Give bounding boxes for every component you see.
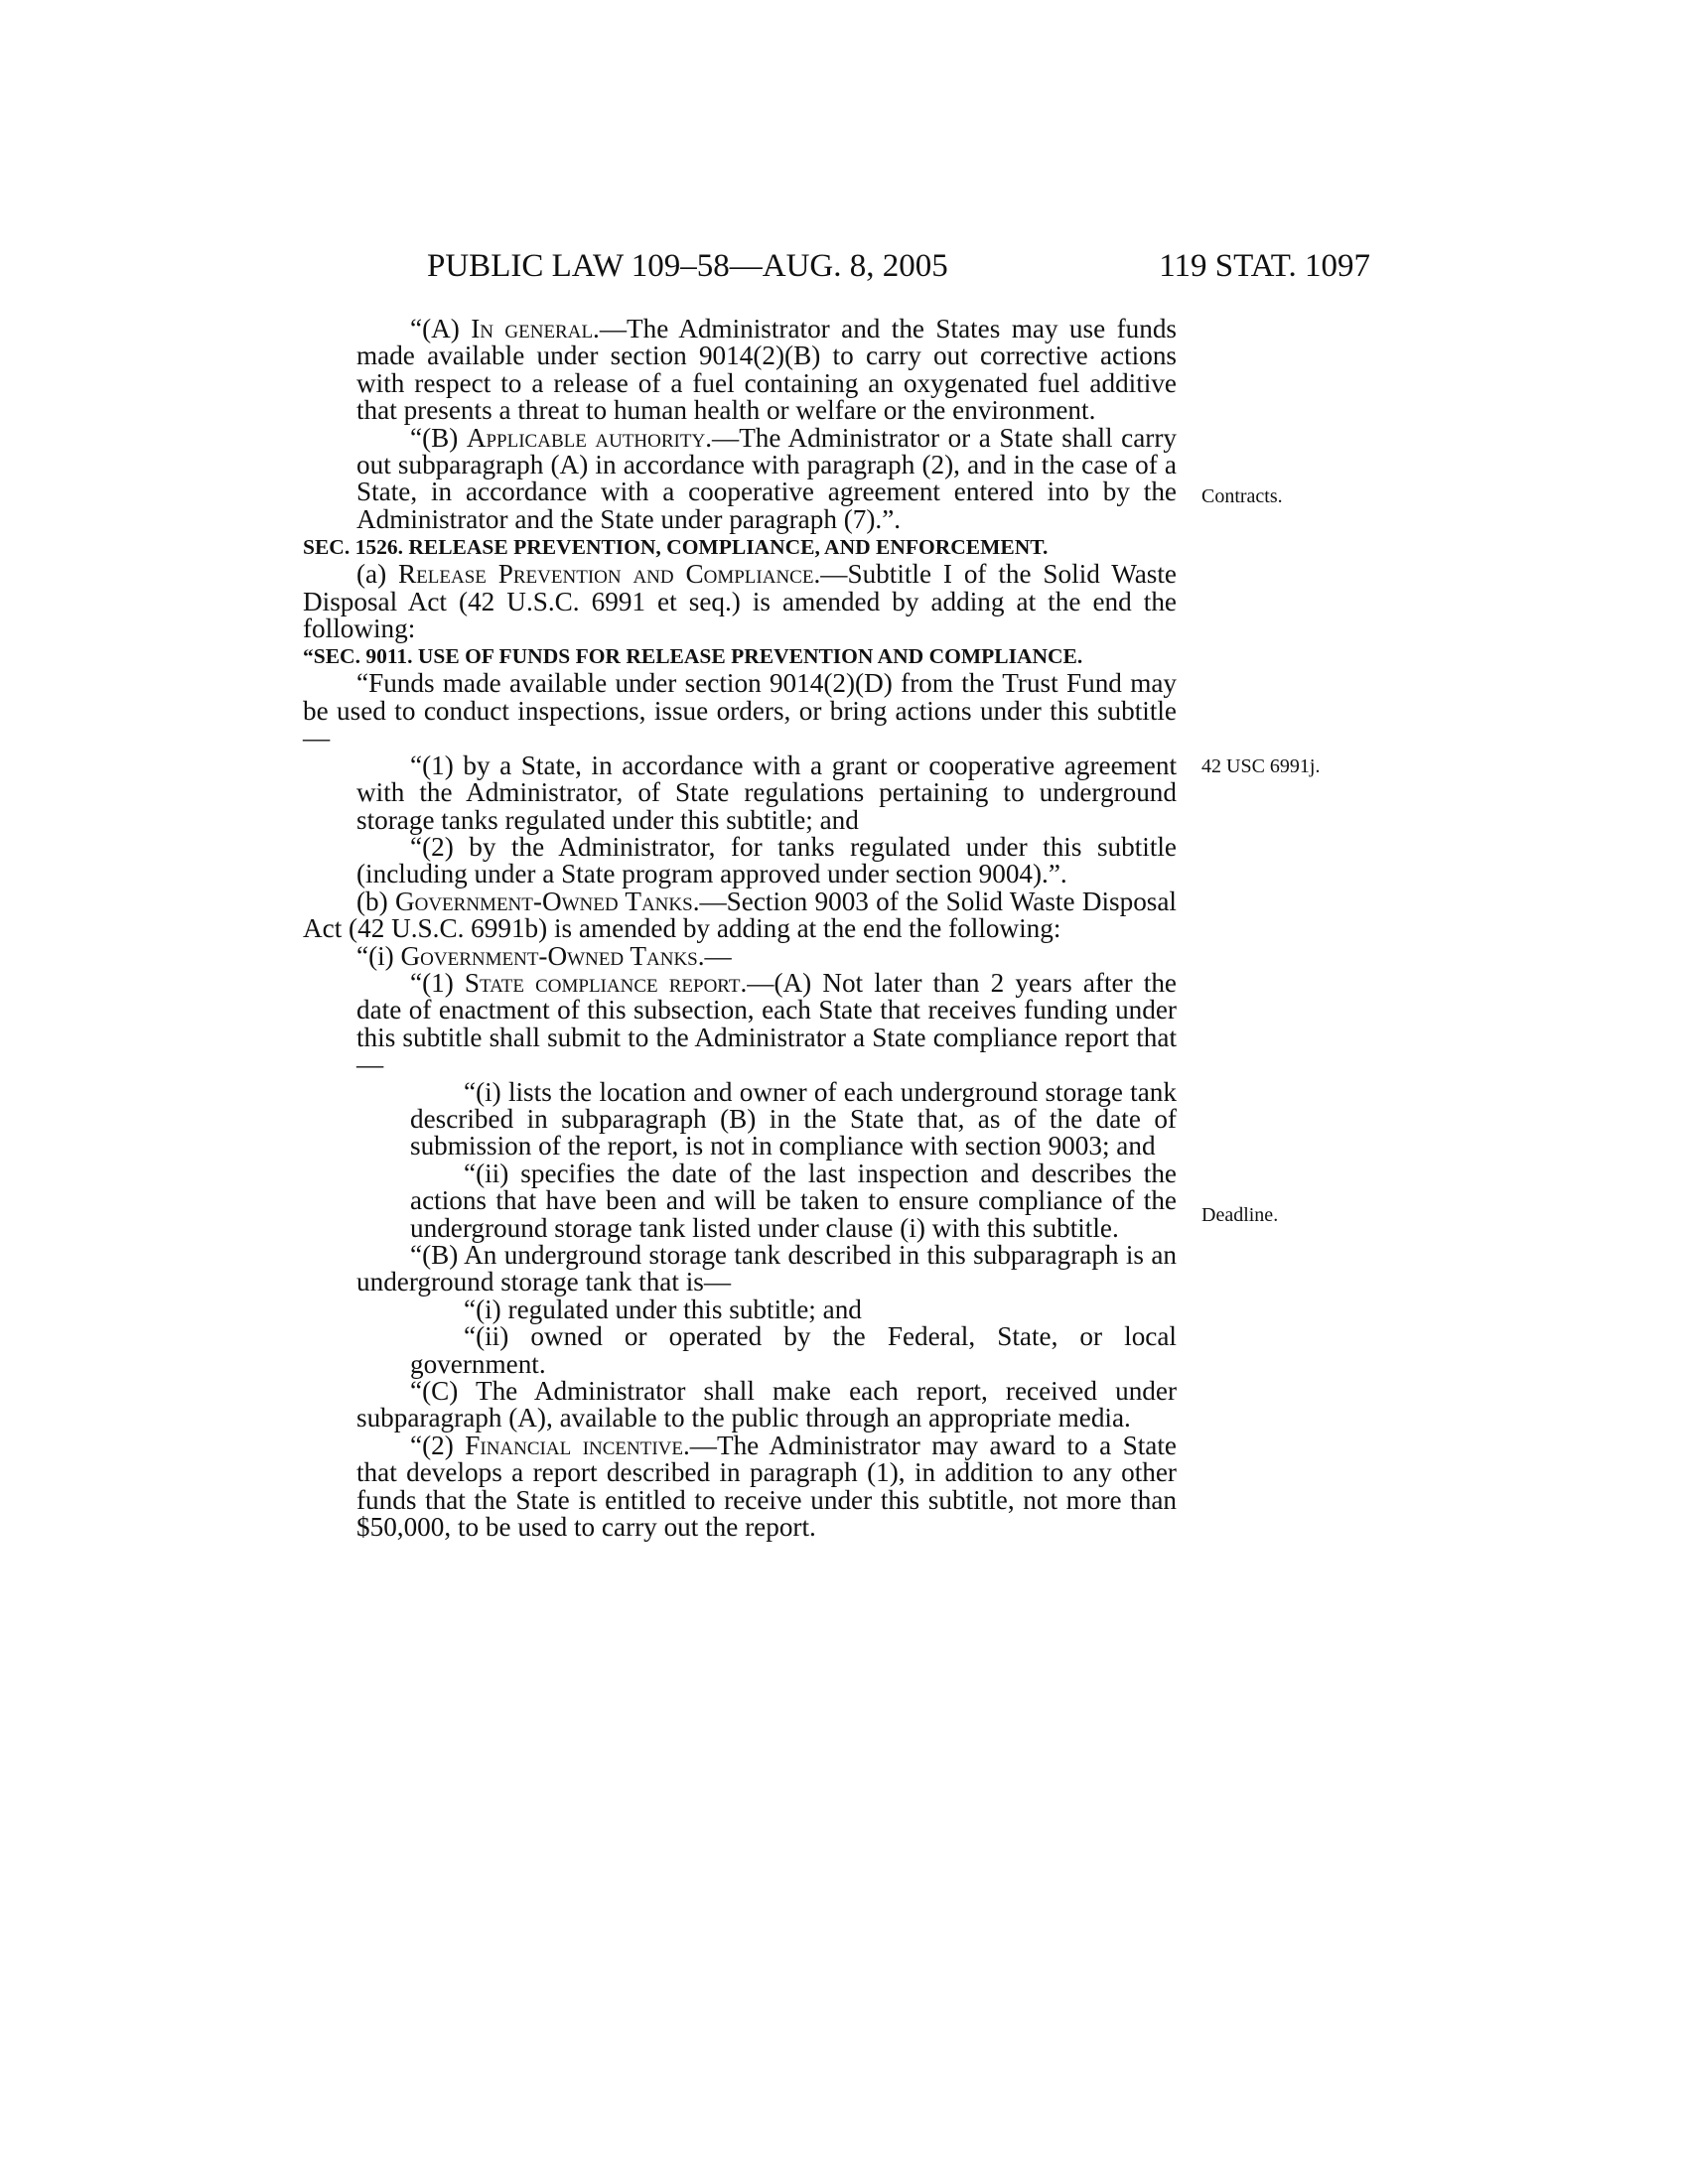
item-1-state: “(1) by a State, in accordance with a grant or cooperative agreement with the Administrator, of State regulations pertaining to underground storage tanks regulated under this subtitle; and — [356, 750, 1177, 835]
item-2-administrator: “(2) by the Administrator, for tanks regulated under this subtitle (including under a State program approved under section 9004).”. — [356, 831, 1177, 889]
clause-b-ii-owned: “(ii) owned or operated by the Federal, State, or local government. — [410, 1321, 1177, 1379]
margin-note-contracts: Contracts. — [1201, 485, 1283, 507]
margin-note-usc: 42 USC 6991j. — [1201, 755, 1321, 777]
page-number: 119 STAT. 1097 — [1159, 248, 1370, 284]
funds-paragraph: “Funds made available under section 9014(2)(D) from the Trust Fund may be used to conduct inspections, issue orders, or bring actions under this subtitle— — [303, 668, 1177, 753]
paragraph-b-applicable-authority: “(B) Applicable authority.—The Administrator or a State shall carry out subparagraph (A) in accordance with paragraph (2), and in the case of a State, in accordance with a cooperative agreement entered into by the Administrator and the State under paragraph (7).”. — [356, 422, 1177, 534]
paragraph-1-state-compliance-report: “(1) State compliance report.—(A) Not later than 2 years after the date of enactment of this subsection, each State that receives funding under this subtitle shall submit to the Administrator a State compliance report that— — [356, 967, 1178, 1080]
running-head: PUBLIC LAW 109–58—AUG. 8, 2005 — [427, 248, 948, 284]
section-9011-heading: “SEC. 9011. USE OF FUNDS FOR RELEASE PREVENTION AND COMPLIANCE. — [303, 644, 1083, 669]
subsection-i-heading: “(i) Government-Owned Tanks.— — [356, 940, 732, 971]
clause-i-lists-location: “(i) lists the location and owner of each underground storage tank described in subparagraph (B) in the State that, as of the date of submission of the report, is not in compliance with section 9003; and — [410, 1076, 1177, 1161]
section-1526-heading: SEC. 1526. RELEASE PREVENTION, COMPLIANCE, AND ENFORCEMENT. — [303, 535, 1049, 560]
clause-ii-specifies-date: “(ii) specifies the date of the last inspection and describes the actions that have been and will be taken to ensure compliance of the underground storage tank listed under clause (i) with this subtitle. — [410, 1158, 1177, 1243]
subparagraph-b-definition: “(B) An underground storage tank described in this subparagraph is an underground storage tank that is— — [356, 1240, 1177, 1297]
paragraph-a-in-general: “(A) In general.—The Administrator and the States may use funds made available under section 9014(2)(B) to carry out corrective actions with respect to a release of a fuel containing an oxygenated fuel additive that presents a threat to human health or welfare or the environment. — [356, 314, 1177, 426]
subsection-a-release-prevention: (a) Release Prevention and Compliance.—Subtitle I of the Solid Waste Disposal Act (42 U.S.C. 6991 et seq.) is amended by adding at the end the following: — [303, 559, 1177, 644]
document-body — [303, 316, 1177, 1541]
subparagraph-c-public-report: “(C) The Administrator shall make each report, received under subparagraph (A), available to the public through an appropriate media. — [356, 1376, 1177, 1433]
clause-b-i-regulated: “(i) regulated under this subtitle; and — [464, 1294, 862, 1324]
paragraph-2-financial-incentive: “(2) Financial incentive.—The Administrator may award to a State that develops a report described in paragraph (1), in addition to any other funds that the State is entitled to receive under this subtitle, not more than $50,000, to be used to carry out the report. — [356, 1430, 1177, 1543]
subsection-b-government-owned-tanks: (b) Government-Owned Tanks.—Section 9003 of the Solid Waste Disposal Act (42 U.S.C. 6991b) is amended by adding at the end the following: — [303, 886, 1177, 944]
page-header — [427, 248, 1370, 294]
margin-note-deadline: Deadline. — [1201, 1204, 1279, 1226]
